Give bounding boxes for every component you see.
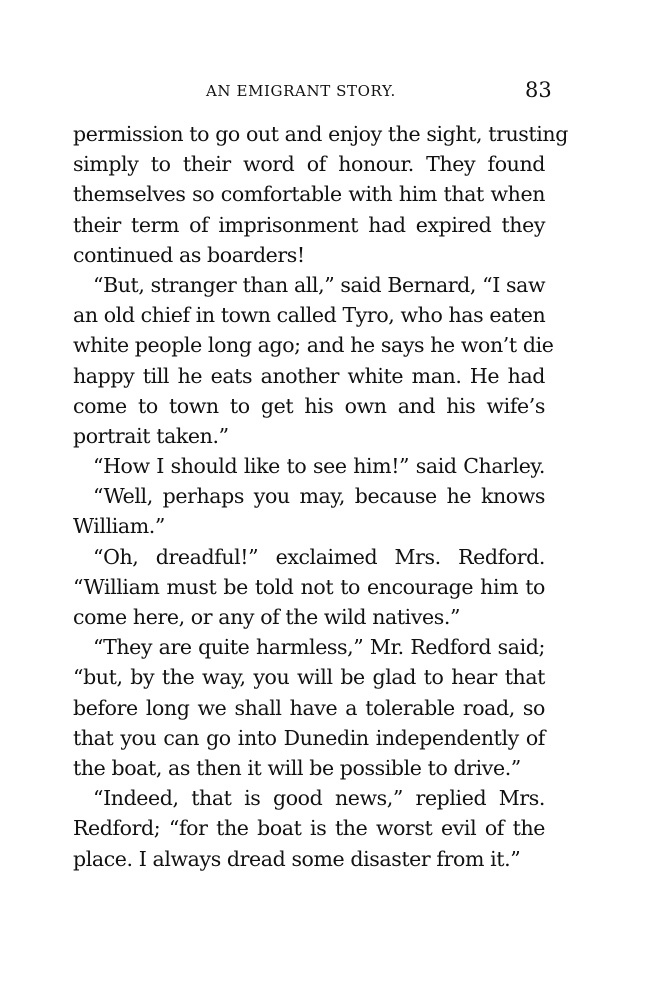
page-number: 83 [525, 78, 552, 102]
text-line: before long we shall have a tolerable road, so [73, 695, 545, 720]
text-line: “Oh, dreadful!” exclaimed Mrs. Redford. [93, 544, 545, 569]
text-line: place. I always dread some disaster from it.” [73, 846, 521, 871]
text-line: “but, by the way, you will be glad to hear that [73, 665, 545, 690]
text-line: Redford; “for the boat is the worst evil of the [73, 816, 545, 841]
text-line: simply to their word of honour. They found [73, 152, 545, 177]
text-line: “Well, perhaps you may, because he knows [93, 484, 545, 509]
text-line: white people long ago; and he says he won’t die [73, 333, 554, 358]
text-line: “They are quite harmless,” Mr. Redford said; [93, 635, 545, 660]
text-line: come to town to get his own and his wife’s [73, 393, 545, 418]
text-line: “William must be told not to encourage him to [73, 574, 545, 599]
text-line: an old chief in town called Tyro, who has eaten [73, 303, 546, 328]
body-text [73, 119, 568, 874]
text-line: “Indeed, that is good news,” replied Mrs. [93, 786, 545, 811]
text-line: permission to go out and enjoy the sight, trusting [73, 122, 568, 146]
text-line: “But, stranger than all,” said Bernard, “I saw [93, 272, 546, 297]
text-line: William.” [73, 514, 165, 539]
text-line: happy till he eats another white man. He had [73, 363, 545, 388]
text-line: their term of imprisonment had expired they [73, 212, 545, 237]
text-line: portrait taken.” [73, 423, 229, 448]
text-line: the boat, as then it will be possible to drive.” [73, 755, 521, 780]
text-line: that you can go into Dunedin independently of [73, 725, 545, 750]
text-line: continued as boarders! [73, 242, 305, 267]
text-line: come here, or any of the wild natives.” [73, 605, 461, 629]
running-title: AN EMIGRANT STORY. [206, 82, 396, 100]
text-line: “How I should like to see him!” said Charley. [93, 454, 545, 479]
text-line: themselves so comfortable with him that when [73, 182, 545, 207]
